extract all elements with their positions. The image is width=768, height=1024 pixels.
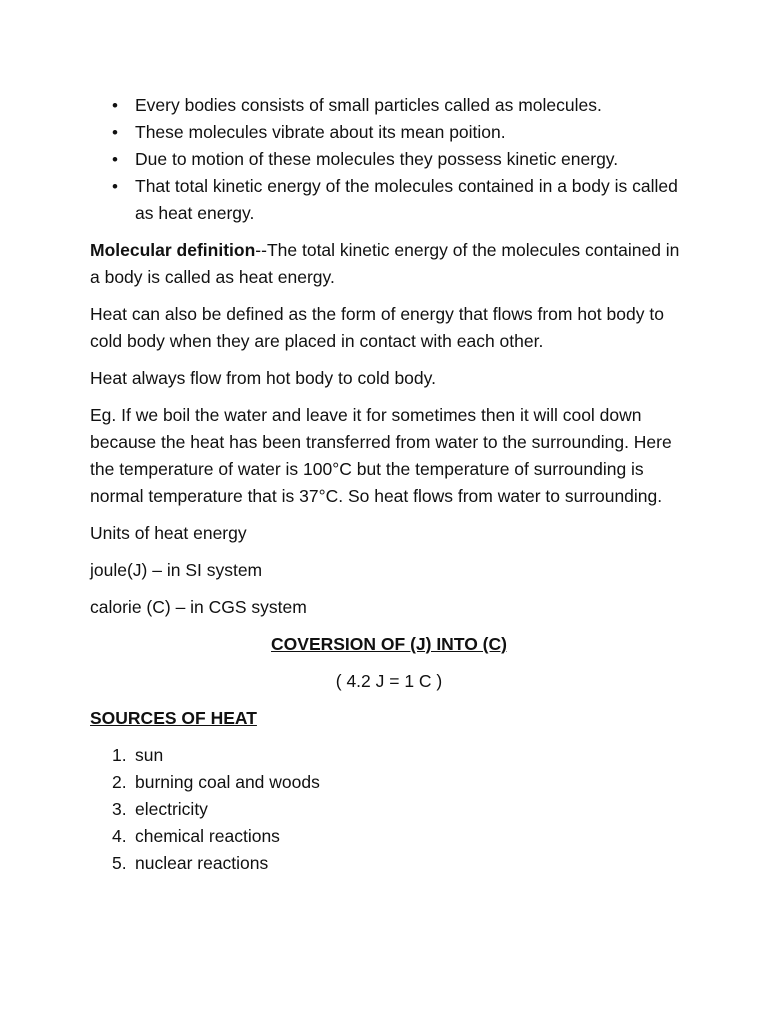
list-item [90, 146, 688, 173]
conversion-formula: ( 4.2 J = 1 C ) [335, 671, 443, 691]
bullet-icon: • [112, 123, 118, 142]
molecule-facts-list [90, 92, 688, 227]
list-number: 3. [112, 799, 127, 819]
heat-definition-paragraph: Heat can also be defined as the form of energy that flows from hot body to cold body when they are placed in contact with each other. [90, 304, 664, 351]
list-item-text: Due to motion of these molecules they possess kinetic energy. [135, 149, 619, 169]
bullet-icon: • [112, 177, 118, 196]
list-item-text: nuclear reactions [135, 853, 269, 873]
molecular-definition-term: Molecular definition [90, 240, 256, 260]
bullet-icon: • [112, 150, 118, 169]
list-item-text: chemical reactions [135, 826, 280, 846]
molecular-definition-text: --The total kinetic energy of the molecules contained in a body is called as heat energy. [90, 240, 680, 287]
list-item [90, 119, 688, 146]
list-item-text: That total kinetic energy of the molecules contained in a body is called as heat energy. [135, 176, 678, 223]
list-item [90, 796, 688, 823]
molecular-definition-paragraph [90, 237, 688, 291]
list-number: 4. [112, 826, 127, 846]
list-number: 1. [112, 745, 127, 765]
list-item-text: sun [135, 745, 164, 765]
list-item-text: Every bodies consists of small particles called as molecules. [135, 95, 602, 115]
list-item [90, 173, 688, 227]
list-item [90, 823, 688, 850]
heat-flow-paragraph: Heat always flow from hot body to cold body. [90, 368, 436, 388]
list-item-text: burning coal and woods [135, 772, 320, 792]
list-number: 5. [112, 853, 127, 873]
bullet-icon: • [112, 96, 118, 115]
list-item-text: electricity [135, 799, 208, 819]
list-item-text: These molecules vibrate about its mean poition. [135, 122, 506, 142]
unit-joule: joule(J) – in SI system [90, 560, 263, 580]
list-number: 2. [112, 772, 127, 792]
list-item [90, 742, 688, 769]
sources-heading: SOURCES OF HEAT [90, 708, 257, 728]
sources-list [90, 742, 688, 877]
units-title: Units of heat energy [90, 523, 247, 543]
conversion-heading: COVERSION OF (J) INTO (C) [271, 634, 507, 654]
unit-calorie: calorie (C) – in CGS system [90, 597, 307, 617]
example-paragraph: Eg. If we boil the water and leave it for sometimes then it will cool down because the heat has been transferred from water to the surrounding. Here the temperature of water is 100°C but the temperature of surrounding is normal temperature that is 37°C. So heat flows from water to surrounding. [90, 405, 672, 506]
list-item [90, 850, 688, 877]
list-item [90, 92, 688, 119]
list-item [90, 769, 688, 796]
